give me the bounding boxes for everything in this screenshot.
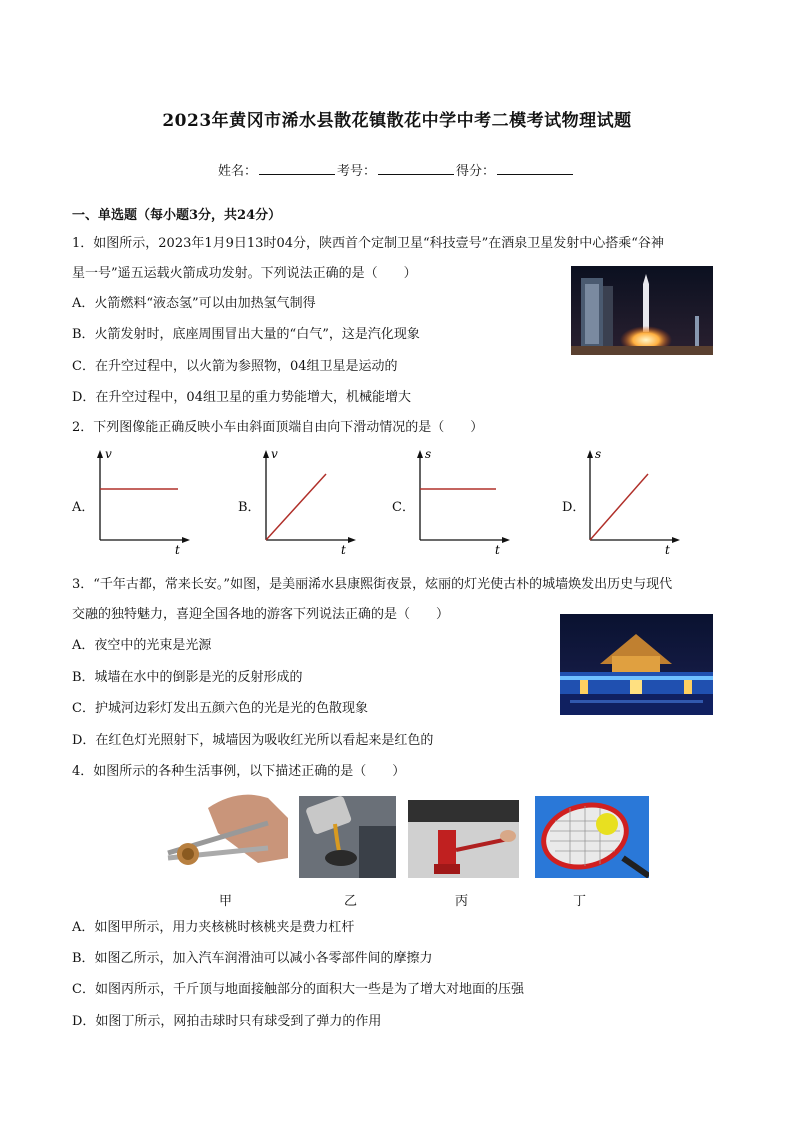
graph-b-xlabel: t — [341, 543, 346, 557]
q3-option-d: D．在红色灯光照射下，城墙因为吸收红光所以看起来是红色的 — [72, 733, 434, 748]
oil-pouring-image — [299, 796, 396, 878]
graph-a-option: A． — [72, 500, 95, 515]
graph-b-option: B． — [238, 500, 261, 515]
graph-c-option: C． — [392, 500, 415, 515]
graph-d-ylabel: s — [595, 448, 602, 461]
night-citywall-image — [560, 614, 713, 715]
graph-b-plot — [256, 448, 356, 558]
q4-stem: 4．如图所示的各种生活事例，以下描述正确的是（ ） — [72, 764, 406, 779]
q1-stem-line1: 1．如图所示，2023年1月9日13时04分，陕西首个定制卫星“科技壹号”在酒泉卫星发射中心搭乘“谷神 — [72, 236, 664, 251]
graph-c-xlabel: t — [495, 543, 500, 557]
nutcracker-image — [148, 788, 288, 878]
q3-stem-line2: 交融的独特魅力，喜迎全国各地的游客下列说法正确的是（ ） — [72, 607, 450, 622]
graph-d-xlabel: t — [665, 543, 670, 557]
q3-option-b: B．城墙在水中的倒影是光的反射形成的 — [72, 670, 303, 685]
graph-a-plot — [90, 448, 190, 558]
q3-option-a: A．夜空中的光束是光源 — [72, 638, 212, 653]
q3-option-c: C．护城河边彩灯发出五颜六色的光是光的色散现象 — [72, 701, 368, 716]
student-info — [218, 160, 575, 179]
q1-option-d: D．在升空过程中，04组卫星的重力势能增大，机械能增大 — [72, 390, 411, 405]
q2-stem: 2．下列图像能正确反映小车由斜面顶端自由向下滑动情况的是（ ） — [72, 420, 484, 435]
graph-d-option: D． — [562, 500, 586, 515]
page-title: 2023年黄冈市浠水县散花镇散花中学中考二模考试物理试题 — [162, 111, 632, 131]
id-label: 考号： — [337, 164, 377, 179]
q1-option-b: B．火箭发射时，底座周围冒出大量的“白气”，这是汽化现象 — [72, 327, 420, 342]
q1-stem-line2: 星一号”遥五运载火箭成功发射。下列说法正确的是（ ） — [72, 266, 417, 281]
q4-option-c: C．如图丙所示，千斤顶与地面接触部分的面积大一些是为了增大对地面的压强 — [72, 982, 524, 997]
q4-option-a: A．如图甲所示，用力夹核桃时核桃夹是费力杠杆 — [72, 920, 355, 935]
caption-ding: 丁 — [573, 894, 587, 909]
name-blank[interactable] — [259, 162, 335, 175]
q1-option-a: A．火箭燃料“液态氢”可以由加热氢气制得 — [72, 296, 316, 311]
caption-jia: 甲 — [219, 894, 233, 909]
q1-option-c: C．在升空过程中，以火箭为参照物，04组卫星是运动的 — [72, 359, 398, 374]
q4-option-b: B．如图乙所示，加入汽车润滑油可以减小各零部件间的摩擦力 — [72, 951, 433, 966]
caption-yi: 乙 — [344, 894, 358, 909]
q2-graphs — [70, 448, 690, 560]
score-blank[interactable] — [497, 162, 573, 175]
graph-a-ylabel: v — [105, 448, 112, 461]
q3-stem-line1: 3．“千年古都，常来长安。”如图，是美丽浠水县康熙街夜景，炫丽的灯光使古朴的城墙焕发出历史与现代 — [72, 577, 673, 592]
tennis-racket-image — [535, 796, 649, 878]
id-blank[interactable] — [378, 162, 454, 175]
graph-b-ylabel: v — [271, 448, 278, 461]
graph-c-plot — [410, 448, 510, 558]
rocket-launch-image — [571, 266, 713, 355]
name-label: 姓名： — [218, 164, 258, 179]
graph-d-plot — [580, 448, 680, 558]
section-heading: 一、单选题（每小题3分，共24分） — [72, 208, 282, 223]
graph-a-xlabel: t — [175, 543, 180, 557]
caption-bing: 丙 — [455, 894, 469, 909]
q4-option-d: D．如图丁所示，网拍击球时只有球受到了弹力的作用 — [72, 1014, 382, 1029]
car-jack-image — [408, 800, 519, 878]
graph-c-ylabel: s — [425, 448, 432, 461]
score-label: 得分： — [456, 164, 496, 179]
